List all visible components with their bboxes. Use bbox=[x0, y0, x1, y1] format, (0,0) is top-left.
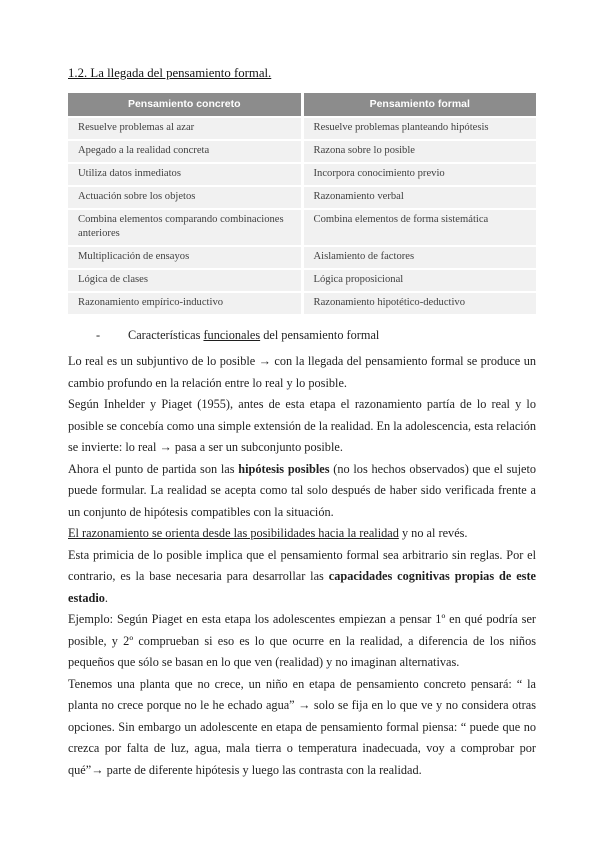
table-cell: Combina elementos de forma sistemática bbox=[304, 210, 537, 245]
paragraph-hipotesis: Ahora el punto de partida son las hipótesis posibles (no los hechos observados) que el sujeto puede formular. La realidad se acepta como tal solo después de haber sido verificada frente a un conjunto de hipótesis compatibles con la situación. bbox=[68, 461, 537, 519]
paragraph-ejemplo: Ejemplo: Según Piaget en esta etapa los adolescentes empiezan a pensar 1º en qué podría ser posible, y 2º comprueban si eso es lo que ocurre en la realidad, a diferencia de los niños pequeños que sólo se basan en lo que ven (realidad) y no imaginan alternativas. bbox=[68, 612, 536, 670]
table-cell: Razonamiento verbal bbox=[304, 187, 537, 208]
comparison-table bbox=[68, 93, 536, 314]
table-cell: Actuación sobre los objetos bbox=[68, 187, 301, 208]
table-cell: Razonamiento hipotético-deductivo bbox=[304, 293, 537, 314]
underlined-word: funcionales bbox=[203, 327, 261, 342]
paragraph-razonamiento: El razonamiento se orienta desde las posibilidades hacia la realidad y no al revés. bbox=[68, 526, 468, 541]
table-row bbox=[68, 118, 536, 139]
table-header-row bbox=[68, 93, 536, 116]
table-cell: Multiplicación de ensayos bbox=[68, 247, 301, 268]
table-cell: Lógica proposicional bbox=[304, 270, 537, 291]
table-row bbox=[68, 164, 536, 185]
table-row bbox=[68, 247, 536, 268]
bullet-item-caracteristicas bbox=[68, 325, 536, 347]
table-cell: Resuelve problemas planteando hipótesis bbox=[304, 118, 537, 139]
bold-capacidades: capacidades cognitivas propias de este estadio bbox=[68, 569, 536, 605]
underlined-sentence: El razonamiento se orienta desde las posibilidades hacia la realidad bbox=[68, 526, 399, 541]
paragraph-planta: Tenemos una planta que no crece, un niño en etapa de pensamiento concreto pensará: “ la planta no crece porque no le he echado agua” → solo se fija en lo que ve y no considera otras opciones. Sin embargo un adolescente en etapa de pensamiento formal piensa: “ puede que no crezca por falta de luz, agua, mala tierra o temperatura inadecuada, voy a comprobar por qué”→ parte de diferente hipótesis y luego las contrasta con la realidad. bbox=[68, 676, 536, 777]
section-title: 1.2. La llegada del pensamiento formal. bbox=[68, 66, 272, 80]
paragraph-inhelder-piaget: Según Inhelder y Piaget (1955), antes de esta etapa el razonamiento partía de lo real y lo posible se concebía como una simple extensión de la realidad. En la adolescencia, esta relación se invierte: lo real → pasa a ser un subconjunto posible. bbox=[68, 397, 536, 455]
body-text bbox=[68, 351, 536, 781]
table-row bbox=[68, 141, 536, 162]
paragraph-primicia: Esta primicia de lo posible implica que el pensamiento formal sea arbitrario sin reglas. Por el contrario, es la base necesaria para desarrollar las capacidades cognitivas propias de este estadio. bbox=[68, 547, 536, 605]
table-header-formal: Pensamiento formal bbox=[304, 93, 537, 116]
table-row bbox=[68, 210, 536, 245]
bold-hipotesis-posibles: hipótesis posibles bbox=[238, 461, 330, 476]
table-row bbox=[68, 293, 536, 314]
table-row bbox=[68, 187, 536, 208]
table-cell: Apegado a la realidad concreta bbox=[68, 141, 301, 162]
table-header-concrete: Pensamiento concreto bbox=[68, 93, 301, 116]
table-cell: Utiliza datos inmediatos bbox=[68, 164, 301, 185]
table-cell: Incorpora conocimiento previo bbox=[304, 164, 537, 185]
bullet-dash: - bbox=[96, 327, 101, 342]
table-cell: Razona sobre lo posible bbox=[304, 141, 537, 162]
paragraph-lo-real: Lo real es un subjuntivo de lo posible → con la llegada del pensamiento formal se produce un cambio profundo en la relación entre lo real y lo posible. bbox=[68, 354, 536, 390]
table-cell: Razonamiento empírico-inductivo bbox=[68, 293, 301, 314]
table-cell: Combina elementos comparando combinaciones anteriores bbox=[68, 210, 301, 245]
table-row bbox=[68, 270, 536, 291]
table-cell: Resuelve problemas al azar bbox=[68, 118, 301, 139]
bullet-text: Características funcionales del pensamiento formal bbox=[128, 327, 380, 342]
table-cell: Lógica de clases bbox=[68, 270, 301, 291]
table-cell: Aislamiento de factores bbox=[304, 247, 537, 268]
